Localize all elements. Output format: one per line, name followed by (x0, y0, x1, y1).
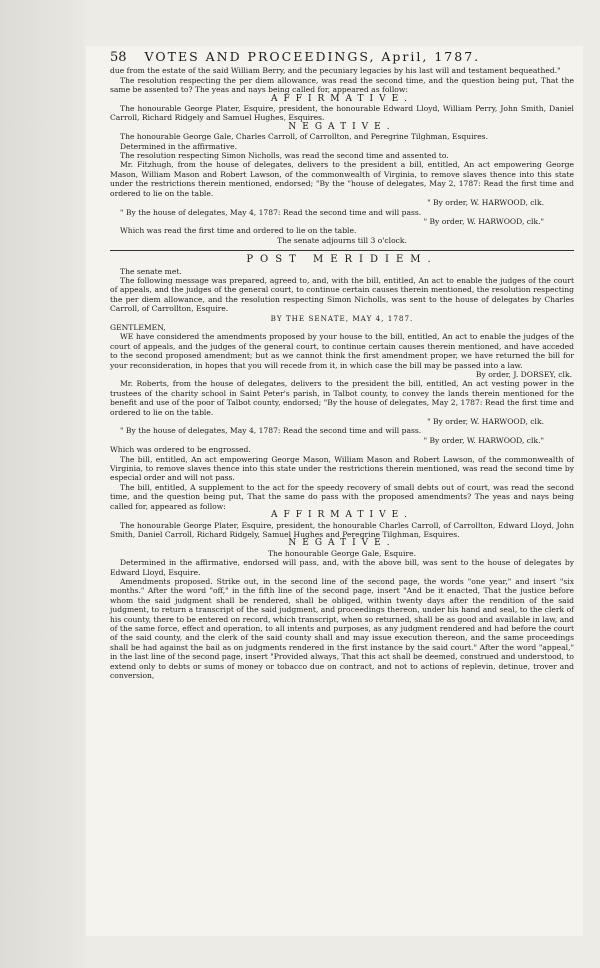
paragraph: The honourable George Plater, Esquire, president, the honourable Charles Carroll, of Carrollton, Edward Lloyd, John Smith, Daniel Carroll, Richard Ridgely, Samuel Hughes and Peregrine Tilghman, Esquires. (110, 520, 574, 539)
paragraph: The senate met. (120, 266, 182, 276)
paragraph: Which was read the first time and ordered to lie on the table. (120, 226, 357, 236)
paragraph: Amendments proposed. Strike out, in the second line of the second page, the words "one year," and insert "six months." After the word "off," in the fifth line of the second page, insert "And be it enacted, That the justice before whom the said judgment shall be rendered, shall be obliged, within twenty days after the rendition of the said judgment, to return a transcript of the said judgment, and proceedings thereon, under his hand and seal, to the clerk of his county, there to be entered on record, which transcript, when so returned, shall be as good and available in law, and of the same force, effect and operation, to all intents and purposes, as any judgment rendered and had before the court of the said county, and the clerk of the said county shall and may issue execution thereon, and the same proceedings shall be had against the bail as on judgments rendered in the first instance by the said court." After the word "appeal," in the last line of the second page, insert "Provided always, That this act shall be deemed, construed and understood, to extend only to debts or sums of money or tobacco due on contract, and not to actions of replevin, detinue, trover and conversion, (110, 576, 574, 680)
adjournment-line: The senate adjourns till 3 o'clock. (277, 235, 407, 245)
paragraph: Which was ordered to be engrossed. (110, 445, 251, 455)
page-header (110, 49, 574, 65)
salutation: GENTLEMEN, (110, 322, 166, 332)
binding-gutter (0, 0, 84, 968)
paragraph: " By the house of delegates, May 4, 1787: Read the second time and will pass. (120, 207, 422, 217)
paragraph: Mr. Fitzhugh, from the house of delegates, delivers to the president a bill, entitled, An act empowering George Mason, William Mason and Robert Lawson, of the commonwealth of Virginia, to remove slaves thence into this state under the restrictions therein mentioned, endorsed; "By the "house of delegates, May 2, 1787: Read the first time and ordered to lie on the table. (110, 160, 574, 198)
signature-line: " By order, W. HARWOOD, clk." (423, 216, 544, 226)
paragraph: The bill, entitled, A supplement to the act for the speedy recovery of small debts out of court, was read the second time, and the question being put, That the same do pass with the proposed amendments? The yeas and nays being called for, appeared as follow: (110, 482, 574, 511)
paragraph: due from the estate of the said William Berry, and the pecuniary legacies by his last will and testament bequeathed." (110, 66, 561, 76)
paragraph: The resolution respecting the per diem allowance, was read the second time, and the question being put, That the same be assented to? The yeas and nays being called for, appeared as follow: (110, 75, 574, 95)
paragraph: The bill, entitled, An act empowering George Mason, William Mason and Robert Lawson, of the commonwealth of Virginia, to remove slaves thence into this state under the restrictions therein mentioned, was read the second time by especial order and will not pass. (110, 454, 574, 483)
signature-line: By order, J. DORSEY, clk. (475, 370, 572, 379)
paragraph: The following message was prepared, agreed to, and, with the bill, entitled, An act to enable the judges of the court of appeals, and the judges of the general court, to continue certain causes therein mentioned, the resolution respecting the per diem allowance, and the resolution respecting Simon Nicholls, was sent to the house of delegates by Charles Carroll, of Carrollton, Esquire. (110, 275, 574, 314)
paragraph: WE have considered the amendments proposed by your house to the bill, entitled, An act to enable the judges of the court of appeals, and the judges of the general court, to continue certain causes therein mentioned, and have acceded to the second proposed amendment; but as we cannot think the first amendment proper, we have returned the bill for your reconsideration, in hopes that you will recede from it, in which case the bill may be passed into a law. (110, 332, 574, 370)
paragraph: The honourable George Gale, Charles Carroll, of Carrollton, and Peregrine Tilghman, Esquires. (120, 132, 488, 142)
paragraph: Mr. Roberts, from the house of delegates, delivers to the president the bill, entitled, An act vesting power in the trustees of the charity school in Saint Peter's parish, in Talbot county, to convey the lands therein mentioned for the benefit and use of the poor of Talbot county, endorsed; "By the house of delegates, May 2, 1787: Read the first time and ordered to lie on the table. (110, 379, 574, 417)
signature-line: " By order, W. HARWOOD, clk. (427, 198, 544, 208)
message-heading: BY THE SENATE, MAY 4, 1787. (270, 313, 414, 323)
page-body (110, 49, 574, 680)
paragraph: The resolution respecting Simon Nicholls, was read the second time and assented to. (120, 151, 449, 161)
page-number: 58 (110, 50, 127, 65)
vote-list: The honourable George Gale, Esquire. (267, 548, 417, 558)
signature-line: " By order, W. HARWOOD, clk." (423, 435, 544, 445)
paragraph: " By the house of delegates, May 4, 1787: Read the second time and will pass. (120, 426, 422, 436)
section-divider (110, 250, 574, 251)
vote-heading: AFFIRMATIVE. (270, 93, 414, 104)
vote-heading: AFFIRMATIVE. (270, 510, 414, 521)
vote-heading: NEGATIVE. (288, 538, 396, 549)
running-title: VOTES AND PROCEEDINGS, April, 1787. (144, 49, 481, 64)
paragraph: Determined in the affirmative, endorsed will pass, and, with the above bill, was sent to the house of delegates by Edward Lloyd, Esquire. (110, 558, 574, 577)
vote-heading: NEGATIVE. (288, 121, 396, 132)
paragraph: Determined in the affirmative. (120, 141, 238, 151)
section-heading: POST MERIDIEM. (246, 254, 438, 266)
paragraph: The honourable George Plater, Esquire, president, the honourable Edward Lloyd, William Perry, John Smith, Daniel Carroll, Richard Ridgely and Samuel Hughes, Esquires. (110, 104, 574, 123)
signature-line: " By order, W. HARWOOD, clk. (427, 417, 544, 427)
